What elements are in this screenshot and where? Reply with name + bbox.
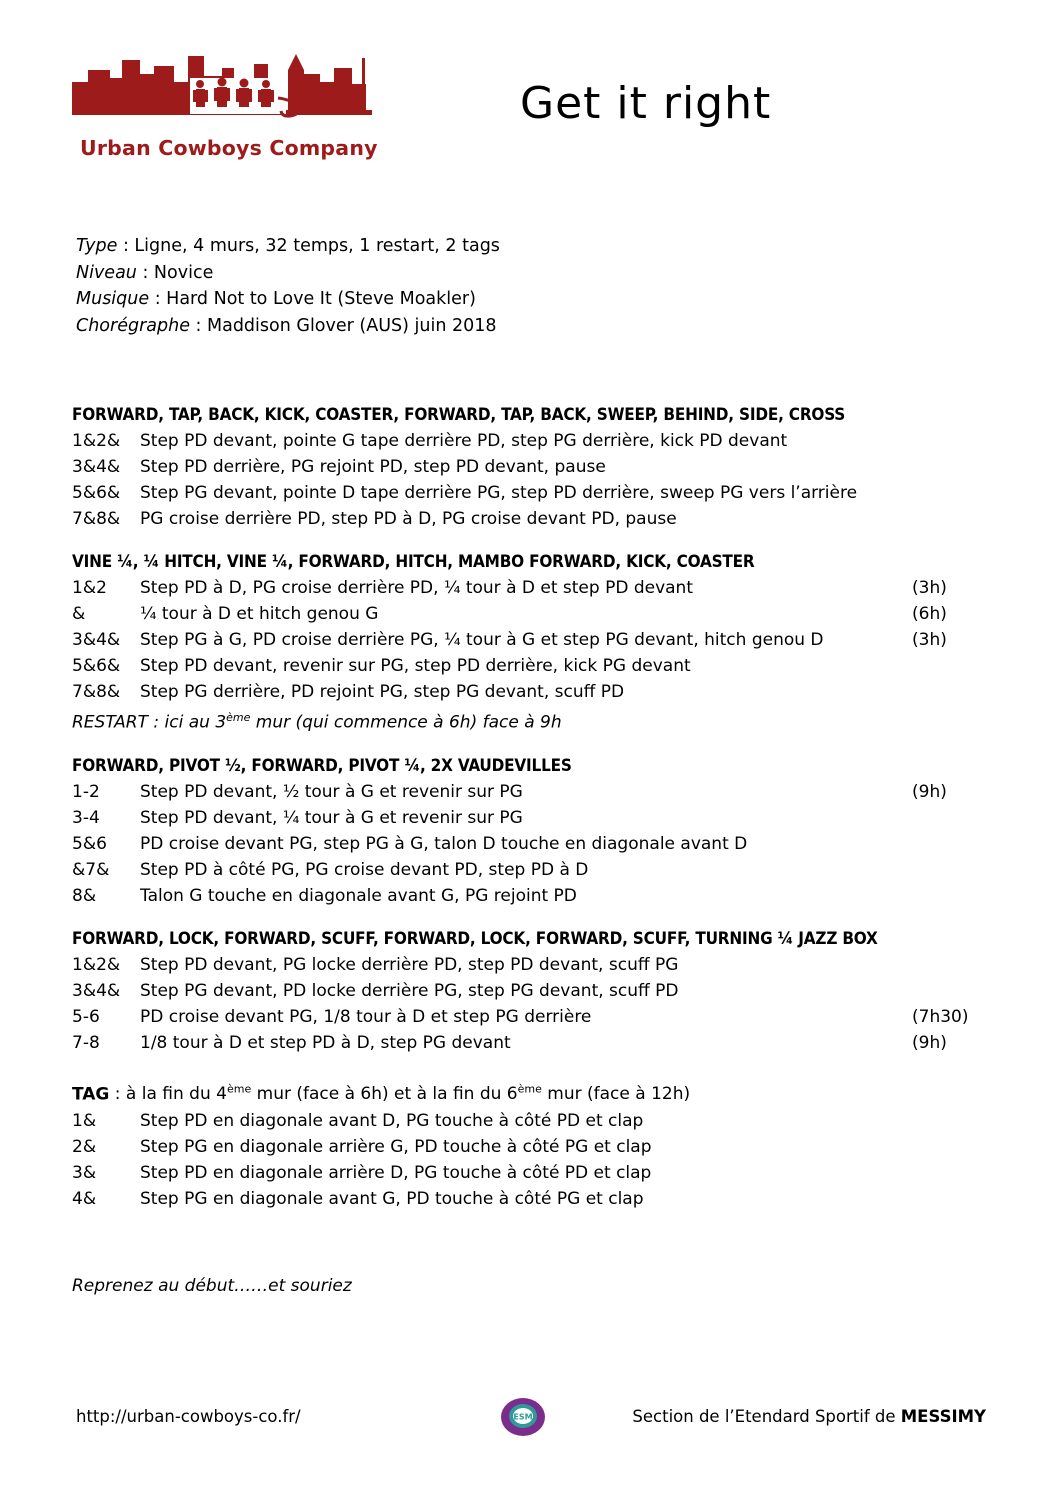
esm-badge-icon: [497, 1391, 549, 1443]
step-count: 5&6&: [72, 483, 121, 503]
step-count: 5-6: [72, 1006, 100, 1027]
step-wall: (9h): [912, 1032, 947, 1053]
restart-note: RESTART : ici au 3ème mur (qui commence à 6h) face à 9h: [72, 711, 562, 733]
step-row: [72, 679, 982, 705]
step-description: PD croise devant PG, step PG à G, talon D touche en diagonale avant D: [140, 833, 748, 854]
tag-label: TAG: [72, 1084, 110, 1105]
step-row: [72, 779, 982, 805]
tag-step-row: [72, 1160, 982, 1186]
step-section: [72, 405, 982, 532]
step-description: ¼ tour à D et hitch genou G: [140, 604, 379, 624]
step-description: Step PG derrière, PD rejoint PG, step PG devant, scuff PD: [140, 682, 625, 702]
step-wall: (6h): [912, 604, 947, 624]
meta-choreographer: [76, 313, 500, 340]
tag-heading-rest: : à la fin du 4ème mur (face à 6h) et à la fin du 6ème mur (face à 12h): [109, 1082, 691, 1105]
step-row: [72, 506, 982, 532]
tag-heading: [72, 1076, 982, 1109]
section-title: FORWARD, TAP, BACK, KICK, COASTER, FORWARD, TAP, BACK, SWEEP, BEHIND, SIDE, CROSS: [72, 405, 846, 425]
step-count: 1&2&: [72, 954, 121, 975]
step-row: [72, 627, 982, 653]
step-count: 5&6: [72, 833, 107, 854]
step-description: Step PG devant, PD locke derrière PG, step PG devant, scuff PD: [140, 980, 679, 1001]
footer-org-name: MESSIMY: [900, 1407, 986, 1426]
meta-music: [76, 286, 500, 313]
step-count: 8&: [72, 885, 97, 906]
step-count: 3&4&: [72, 980, 121, 1001]
step-row: [72, 831, 982, 857]
tag-step-row: [72, 1108, 982, 1134]
step-count: 7-8: [72, 1032, 100, 1053]
step-description: PD croise devant PG, 1/8 tour à D et step PG derrière: [140, 1006, 592, 1027]
step-row: [72, 857, 982, 883]
step-count: 2&: [72, 1137, 97, 1158]
footer-org-prefix: Section de l’Etendard Sportif de: [632, 1407, 901, 1426]
section-title: FORWARD, PIVOT ½, FORWARD, PIVOT ¼, 2X VAUDEVILLES: [72, 755, 572, 776]
step-count: 1-2: [72, 781, 100, 802]
step-sheet: [72, 405, 982, 1296]
step-count: 3-4: [72, 807, 100, 828]
tag-step-row: [72, 1134, 982, 1160]
meta-type: [76, 233, 500, 260]
meta-type-label: Type: [76, 236, 118, 256]
step-row: [72, 805, 982, 831]
meta-type-value: : Ligne, 4 murs, 32 temps, 1 restart, 2 tags: [117, 236, 500, 256]
meta-level-label: Niveau: [76, 262, 137, 283]
step-description: Step PD à D, PG croise derrière PD, ¼ tour à D et step PD devant: [140, 578, 693, 598]
page-title: Get it right: [520, 78, 772, 129]
step-row: [72, 1030, 982, 1056]
step-description: Step PG à G, PD croise derrière PG, ¼ tour à G et step PG devant, hitch genou D: [140, 630, 824, 650]
logo-block: [72, 48, 452, 160]
meta-level-value: : Novice: [136, 262, 214, 283]
meta-choreographer-value: : Maddison Glover (AUS) juin 2018: [189, 315, 497, 336]
step-description: PG croise derrière PD, step PD à D, PG croise devant PD, pause: [140, 509, 677, 529]
step-description: Step PD devant, PG locke derrière PD, step PD devant, scuff PG: [140, 954, 679, 975]
step-description: Step PD en diagonale arrière D, PG touche à côté PD et clap: [140, 1163, 652, 1184]
step-section: [72, 756, 982, 909]
step-row: [72, 952, 982, 978]
sections-container: [72, 405, 982, 1056]
step-count: &: [72, 604, 86, 624]
step-wall: (9h): [912, 781, 947, 802]
website-link[interactable]: http://urban-cowboys-co.fr/: [76, 1407, 301, 1426]
step-description: Step PD derrière, PG rejoint PD, step PD devant, pause: [140, 457, 606, 477]
footer-organization: [632, 1407, 986, 1426]
tag-rows: [72, 1108, 982, 1212]
step-description: Step PG devant, pointe D tape derrière PG, step PD derrière, sweep PG vers l’arrière: [140, 483, 858, 503]
step-description: Step PD en diagonale avant D, PG touche à côté PD et clap: [140, 1111, 644, 1132]
tag-step-row: [72, 1186, 982, 1212]
meta-music-value: : Hard Not to Love It (Steve Moakler): [149, 289, 476, 309]
step-count: 3&: [72, 1163, 97, 1184]
meta-choreographer-label: Chorégraphe: [76, 315, 190, 336]
skyline-logo-icon: [72, 48, 377, 128]
step-row: [72, 575, 982, 601]
step-count: 1&: [72, 1111, 97, 1132]
step-row: [72, 653, 982, 679]
step-count: 7&8&: [72, 509, 121, 529]
step-row: [72, 428, 982, 454]
step-description: 1/8 tour à D et step PD à D, step PG devant: [140, 1032, 511, 1053]
step-wall: (3h): [912, 630, 947, 650]
step-row: [72, 601, 982, 627]
meta-level: [76, 260, 500, 287]
step-count: 3&4&: [72, 630, 121, 650]
step-description: Step PG en diagonale avant G, PD touche à côté PG et clap: [140, 1189, 644, 1210]
document-header: [0, 48, 1058, 198]
step-row: [72, 978, 982, 1004]
step-count: 1&2: [72, 578, 107, 598]
step-row: [72, 480, 982, 506]
step-description: Step PD devant, pointe G tape derrière PD, step PG derrière, kick PD devant: [140, 431, 788, 451]
step-wall: (3h): [912, 578, 947, 598]
section-title: VINE ¼, ¼ HITCH, VINE ¼, FORWARD, HITCH, MAMBO FORWARD, KICK, COASTER: [72, 552, 755, 572]
step-row: [72, 454, 982, 480]
document-footer: [0, 1395, 1058, 1455]
step-count: 7&8&: [72, 682, 121, 702]
step-description: Step PD devant, ½ tour à G et revenir sur PG: [140, 781, 523, 802]
step-description: Step PG en diagonale arrière G, PD touche à côté PG et clap: [140, 1137, 652, 1158]
step-count: 1&2&: [72, 431, 121, 451]
dance-meta: [76, 233, 500, 339]
step-description: Step PD à côté PG, PG croise devant PD, step PD à D: [140, 859, 589, 880]
step-count: 5&6&: [72, 656, 121, 676]
step-wall: (7h30): [912, 1006, 969, 1027]
company-name: Urban Cowboys Company: [80, 136, 378, 160]
step-description: Talon G touche en diagonale avant G, PG rejoint PD: [140, 885, 577, 906]
step-count: 4&: [72, 1189, 97, 1210]
closing-note: Reprenez au début……et souriez: [72, 1276, 352, 1297]
svg-text:ESM: ESM: [513, 1412, 533, 1422]
step-row: [72, 883, 982, 909]
step-description: Step PD devant, revenir sur PG, step PD derrière, kick PG devant: [140, 656, 691, 676]
step-count: &7&: [72, 859, 110, 880]
step-row: [72, 1004, 982, 1030]
meta-music-label: Musique: [76, 289, 150, 309]
section-title: FORWARD, LOCK, FORWARD, SCUFF, FORWARD, LOCK, FORWARD, SCUFF, TURNING ¼ JAZZ BOX: [72, 928, 878, 949]
step-description: Step PD devant, ¼ tour à G et revenir sur PG: [140, 807, 523, 828]
step-section: [72, 552, 982, 736]
step-count: 3&4&: [72, 457, 121, 477]
step-section: [72, 929, 982, 1056]
